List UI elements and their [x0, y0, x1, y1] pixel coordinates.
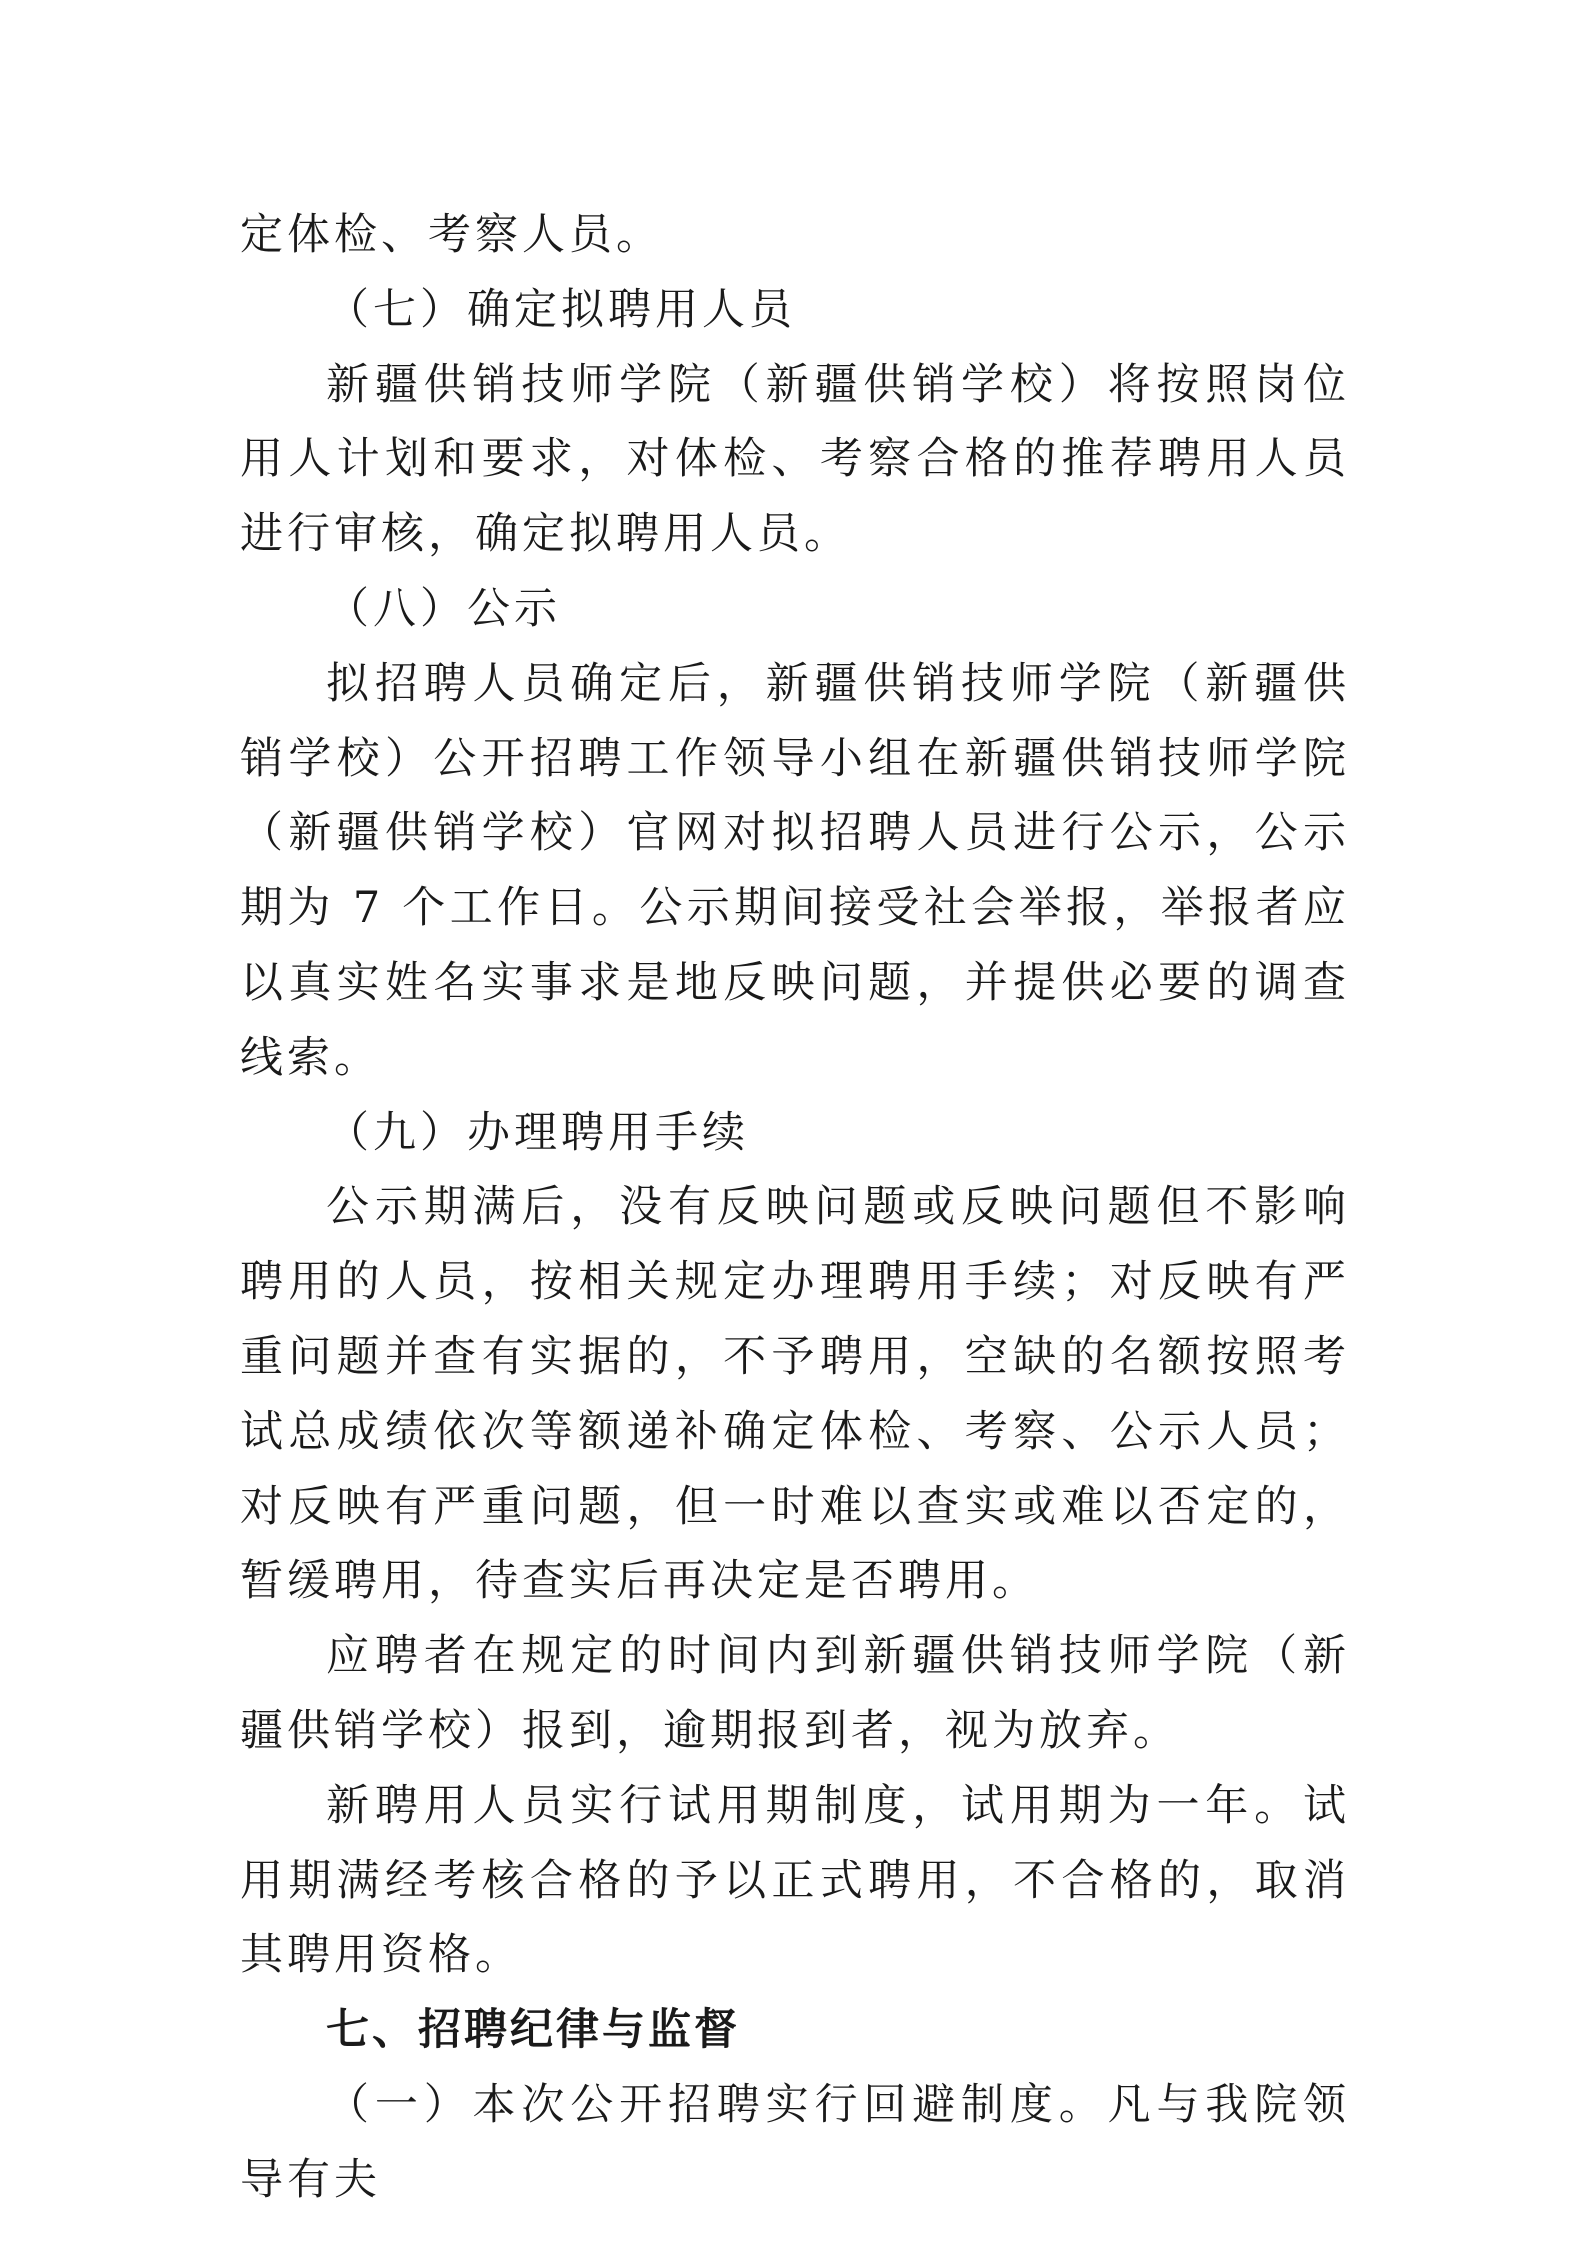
paragraph-confirm-candidates: 新疆供销技师学院（新疆供销学校）将按照岗位用人计划和要求，对体检、考察合格的推荐聘用人员进行审核，确定拟聘用人员。: [240, 359, 1350, 560]
paragraph-probation: 新聘用人员实行试用期制度，试用期为一年。试用期满经考核合格的予以正式聘用，不合格的，取消其聘用资格。: [240, 1780, 1350, 1981]
section-heading-discipline: 七、招聘纪律与监督: [326, 2005, 740, 2056]
document-body: [240, 198, 1350, 2218]
paragraph-avoidance-system: （一）本次公开招聘实行回避制度。凡与我院领导有夫: [240, 2079, 1350, 2205]
paragraph-continuation: 定体检、考察人员。: [240, 210, 663, 260]
subheading-confirm-candidates: （七）确定拟聘用人员: [326, 284, 796, 335]
paragraph-hiring-procedures: 公示期满后，没有反映问题或反映问题但不影响聘用的人员，按相关规定办理聘用手续；对反映有严重问题并查有实据的，不予聘用，空缺的名额按照考试总成绩依次等额递补确定体检、考察、公示人员；对反映有严重问题，但一时难以查实或难以否定的，暂缓聘用，待查实后再决定是否聘用。: [240, 1182, 1350, 1607]
paragraph-public-notice: 拟招聘人员确定后，新疆供销技师学院（新疆供销学校）公开招聘工作领导小组在新疆供销技师学院（新疆供销学校）官网对拟招聘人员进行公示，公示期为 7 个工作日。公示期间接受社会举报，举报者应以真实姓名实事求是地反映问题，并提供必要的调查线索。: [240, 658, 1350, 1083]
paragraph-report-deadline: 应聘者在规定的时间内到新疆供销技师学院（新疆供销学校）报到，逾期报到者，视为放弃。: [240, 1631, 1350, 1756]
subheading-hiring-procedures: （九）办理聘用手续: [326, 1107, 749, 1158]
subheading-public-notice: （八）公示: [326, 583, 561, 634]
